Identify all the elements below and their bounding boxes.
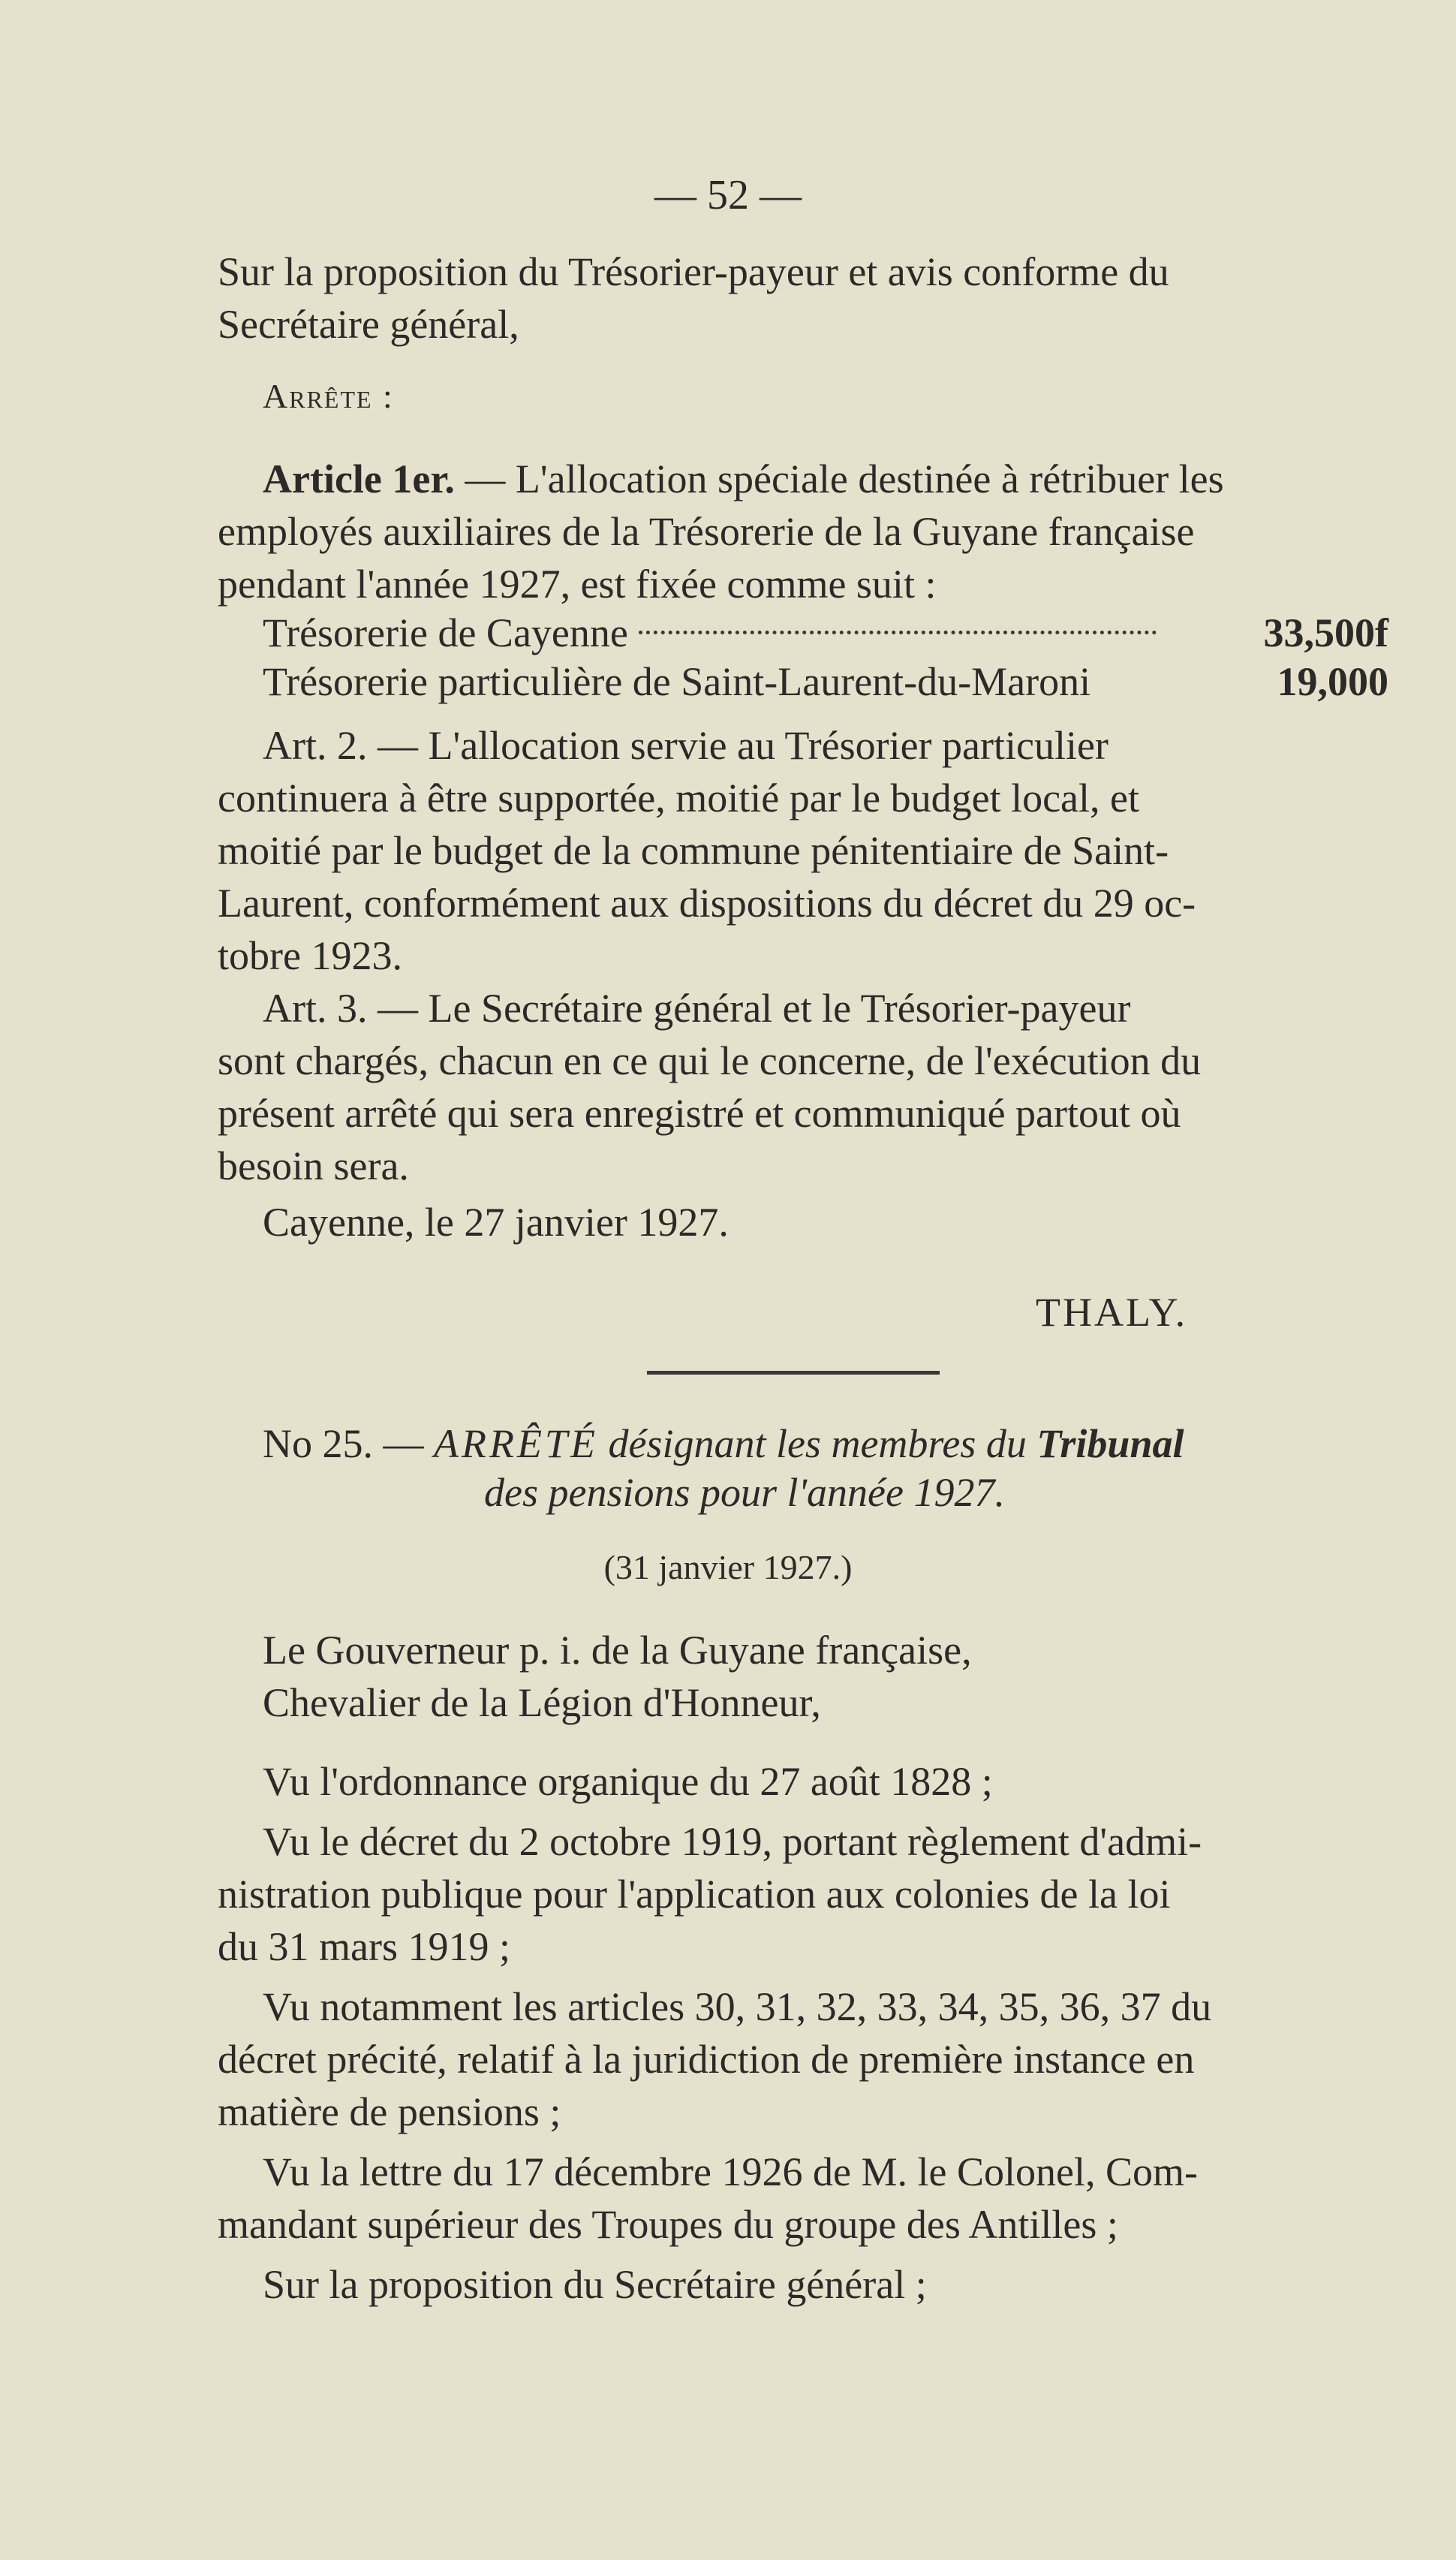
dot-leader	[639, 631, 1157, 634]
tresorerie-cayenne-row	[263, 607, 1388, 659]
article-3-line-4: besoin sera.	[218, 1143, 409, 1188]
article-3-line-2: sont chargés, chacun en ce qui le concerne, de l'exécution du	[218, 1038, 1202, 1083]
vu-decret-line-1: Vu le décret du 2 octobre 1919, portant règlement d'admi-	[263, 1819, 1202, 1864]
article-1-line-3: pendant l'année 1927, est fixée comme suit :	[218, 562, 937, 607]
article-2-line-4: Laurent, conformément aux dispositions du décret du 29 oc-	[218, 881, 1196, 926]
tresorerie-cayenne-amount: 33,500f	[1263, 610, 1388, 655]
vu-decret-line-2: nistration publique pour l'application aux colonies de la loi	[218, 1872, 1171, 1917]
date-line: Cayenne, le 27 janvier 1927.	[263, 1200, 729, 1245]
page-number: — 52 —	[654, 172, 802, 218]
article-2-line-2: continuera à être supportée, moitié par le budget local, et	[218, 776, 1139, 821]
tresorerie-saint-laurent-label: Trésorerie particulière de Saint-Laurent-du-Maroni	[263, 659, 1091, 704]
tresorerie-saint-laurent-amount: 19,000	[1277, 659, 1388, 704]
article-3-line-1: Art. 3. — Le Secrétaire général et le Trésorier-payeur	[263, 986, 1131, 1031]
article-1-label: Article 1er.	[263, 456, 455, 501]
title-dash: —	[373, 1421, 434, 1466]
signature: THALY.	[1036, 1290, 1188, 1335]
article-1-text: — L'allocation spéciale destinée à rétribuer les	[454, 456, 1224, 501]
vu-articles-line-3: matière de pensions ;	[218, 2089, 561, 2134]
tresorerie-saint-laurent-row	[263, 655, 1388, 708]
article-2-line-5: tobre 1923.	[218, 933, 402, 978]
governor-line-2: Chevalier de la Légion d'Honneur,	[263, 1680, 821, 1725]
vu-decret-line-3: du 31 mars 1919 ;	[218, 1924, 510, 1969]
vu-lettre-line-2: mandant supérieur des Troupes du groupe des Antilles ;	[218, 2202, 1118, 2247]
arrete-25-title-line-2: des pensions pour l'année 1927.	[484, 1470, 1005, 1515]
article-2-line-3: moitié par le budget de la commune pénitentiaire de Saint-	[218, 828, 1169, 873]
arrete-number: No 25.	[263, 1421, 373, 1466]
intro-line-1: Sur la proposition du Trésorier-payeur et avis conforme du	[218, 249, 1169, 294]
governor-line-1: Le Gouverneur p. i. de la Guyane française,	[263, 1628, 972, 1673]
arrete-word: ARRÊTÉ	[434, 1421, 598, 1466]
article-1-line-2: employés auxiliaires de la Trésorerie de la Guyane française	[218, 509, 1195, 554]
intro-line-2: Secrétaire général,	[218, 302, 519, 347]
title-tribunal: Tribunal	[1036, 1421, 1184, 1466]
vu-lettre-line-1: Vu la lettre du 17 décembre 1926 de M. le Colonel, Com-	[263, 2149, 1198, 2194]
arrete-heading: Arrête :	[263, 377, 394, 415]
article-1-line-1	[263, 453, 1433, 505]
vu-ordonnance: Vu l'ordonnance organique du 27 août 1828 ;	[263, 1759, 993, 1804]
sur-la-proposition: Sur la proposition du Secrétaire général ;	[263, 2262, 927, 2307]
arrete-25-title-line-1	[263, 1417, 1433, 1470]
tresorerie-cayenne-label: Trésorerie de Cayenne	[263, 610, 628, 655]
article-2-line-1: Art. 2. — L'allocation servie au Trésorier particulier	[263, 723, 1109, 768]
title-text: désignant les membres du	[597, 1421, 1037, 1466]
arrete-25-date: (31 janvier 1927.)	[603, 1548, 853, 1586]
vu-articles-line-2: décret précité, relatif à la juridiction de première instance en	[218, 2037, 1195, 2082]
vu-articles-line-1: Vu notamment les articles 30, 31, 32, 33, 34, 35, 36, 37 du	[263, 1984, 1212, 2029]
article-3-line-3: présent arrêté qui sera enregistré et communiqué partout où	[218, 1091, 1181, 1136]
section-divider	[647, 1371, 940, 1375]
